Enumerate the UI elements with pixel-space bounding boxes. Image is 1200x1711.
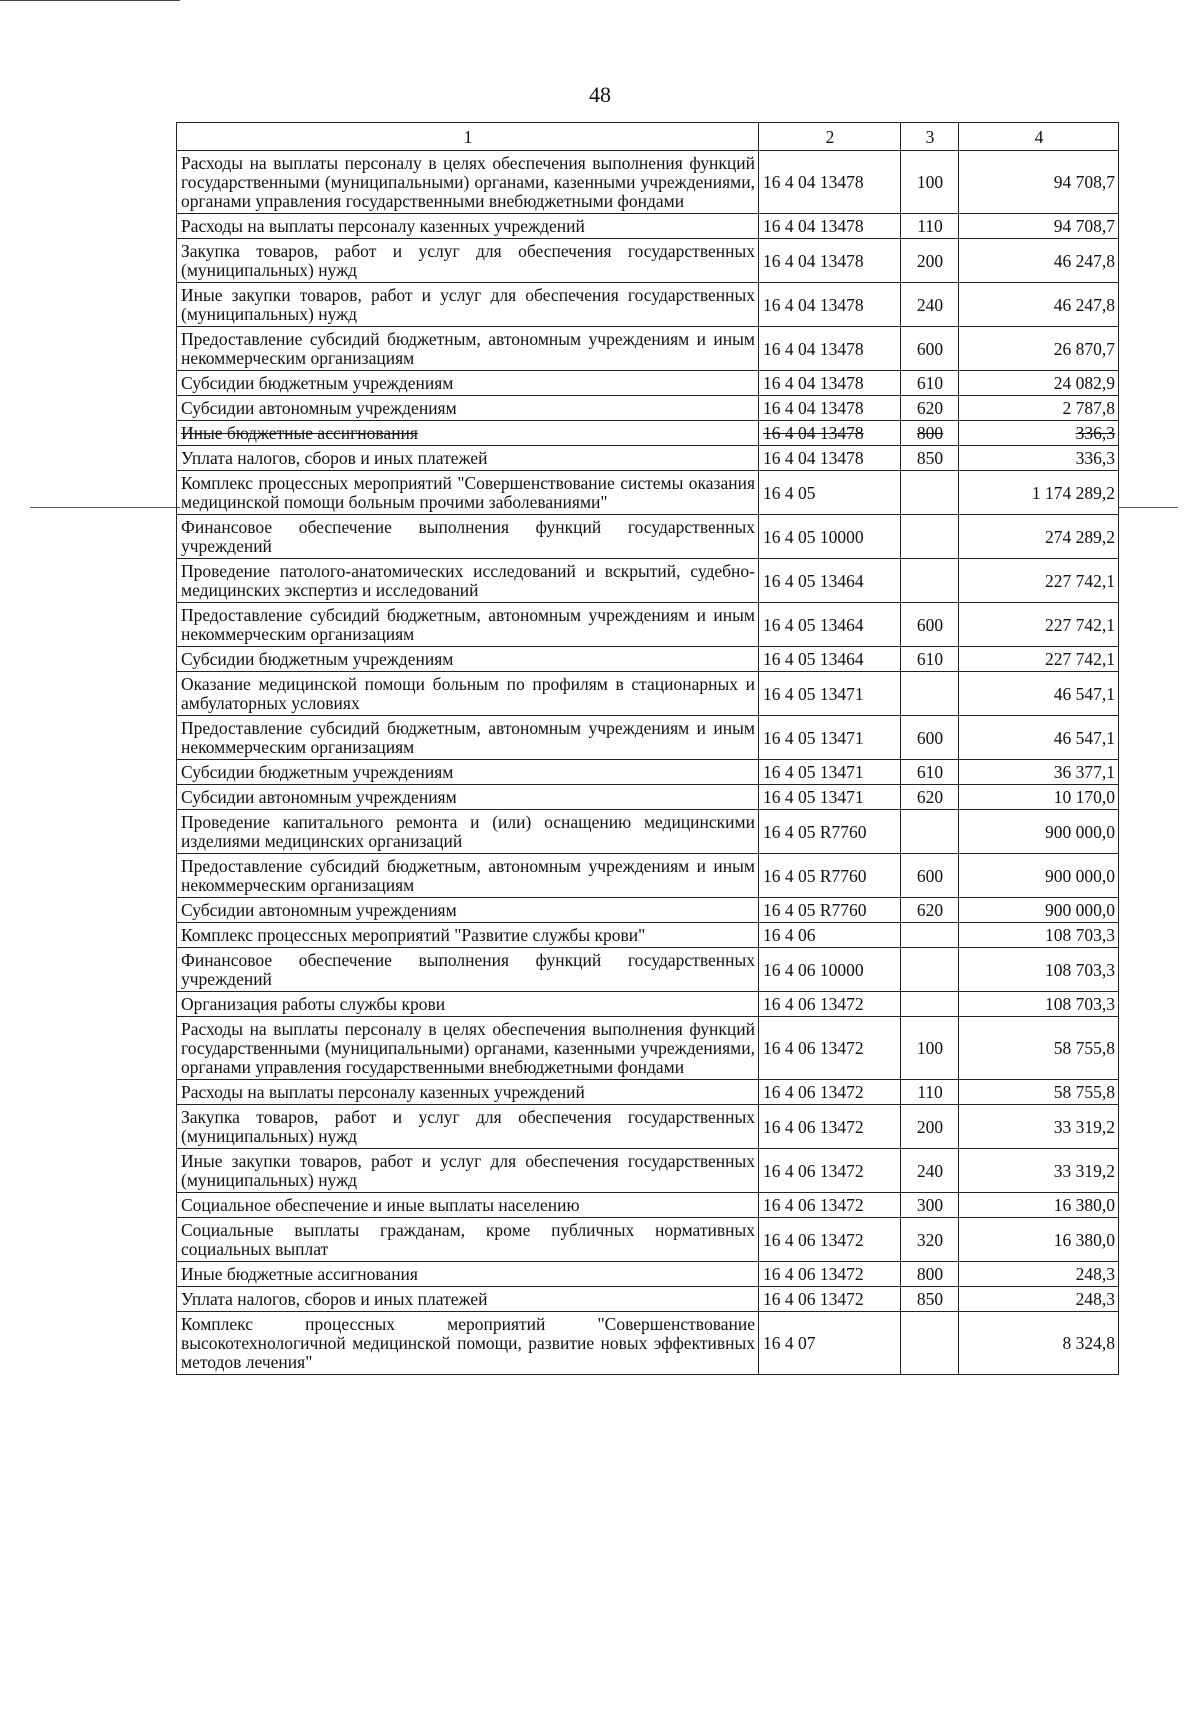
row-type-cell <box>901 471 959 515</box>
row-code-cell: 16 4 05 R7760 <box>759 898 901 923</box>
row-code-cell: 16 4 05 13464 <box>759 559 901 603</box>
row-code-cell: 16 4 05 13471 <box>759 760 901 785</box>
table-row <box>177 1080 1119 1105</box>
row-type-cell <box>901 948 959 992</box>
row-code-cell: 16 4 06 13472 <box>759 1218 901 1262</box>
row-code-cell: 16 4 06 10000 <box>759 948 901 992</box>
row-code-cell: 16 4 05 <box>759 471 901 515</box>
table-row <box>177 151 1119 214</box>
row-amount-cell: 16 380,0 <box>959 1193 1119 1218</box>
row-type-cell: 610 <box>901 371 959 396</box>
row-name-cell: Расходы на выплаты персоналу в целях обеспечения выполнения функций государственными (муниципальными) органами, казенными учреждениями, органами управления государственными внебюджетными фондами <box>177 151 759 214</box>
row-amount-cell: 16 380,0 <box>959 1218 1119 1262</box>
row-name-cell: Предоставление субсидий бюджетным, автономным учреждениям и иным некоммерческим организациям <box>177 603 759 647</box>
row-type-cell: 600 <box>901 603 959 647</box>
row-name-cell: Субсидии автономным учреждениям <box>177 785 759 810</box>
table-row <box>177 283 1119 327</box>
table-row <box>177 1149 1119 1193</box>
scan-edge-line <box>0 0 180 1</box>
table-row <box>177 371 1119 396</box>
row-code-cell: 16 4 06 13472 <box>759 1080 901 1105</box>
row-type-cell: 600 <box>901 327 959 371</box>
row-name-cell: Субсидии бюджетным учреждениям <box>177 647 759 672</box>
row-type-cell <box>901 810 959 854</box>
row-code-cell: 16 4 06 13472 <box>759 1262 901 1287</box>
row-code-cell: 16 4 05 10000 <box>759 515 901 559</box>
table-row <box>177 1287 1119 1312</box>
header-cell-3: 3 <box>901 123 959 151</box>
table-row <box>177 603 1119 647</box>
row-name-cell: Расходы на выплаты персоналу казенных учреждений <box>177 1080 759 1105</box>
table-row <box>177 992 1119 1017</box>
row-amount-cell: 46 247,8 <box>959 239 1119 283</box>
row-type-cell <box>901 992 959 1017</box>
row-type-cell: 800 <box>901 1262 959 1287</box>
row-code-cell: 16 4 05 R7760 <box>759 810 901 854</box>
row-amount-cell: 58 755,8 <box>959 1017 1119 1080</box>
row-code-cell: 16 4 04 13478 <box>759 421 901 446</box>
row-amount-cell: 336,3 <box>959 446 1119 471</box>
table-row <box>177 810 1119 854</box>
row-amount-cell: 1 174 289,2 <box>959 471 1119 515</box>
table-row <box>177 1193 1119 1218</box>
row-type-cell: 620 <box>901 785 959 810</box>
row-amount-cell: 46 547,1 <box>959 672 1119 716</box>
row-code-cell: 16 4 06 13472 <box>759 1017 901 1080</box>
row-amount-cell: 46 547,1 <box>959 716 1119 760</box>
row-amount-cell: 10 170,0 <box>959 785 1119 810</box>
table-row <box>177 672 1119 716</box>
row-type-cell: 240 <box>901 1149 959 1193</box>
row-type-cell <box>901 1312 959 1375</box>
table-row <box>177 446 1119 471</box>
row-name-cell: Комплекс процессных мероприятий "Совершенствование системы оказания медицинской помощи больным прочими заболеваниями" <box>177 471 759 515</box>
row-amount-cell: 108 703,3 <box>959 948 1119 992</box>
row-code-cell: 16 4 04 13478 <box>759 283 901 327</box>
table-row <box>177 760 1119 785</box>
table-row <box>177 1017 1119 1080</box>
row-code-cell: 16 4 06 13472 <box>759 1287 901 1312</box>
row-code-cell: 16 4 04 13478 <box>759 214 901 239</box>
row-name-cell: Социальные выплаты гражданам, кроме публичных нормативных социальных выплат <box>177 1218 759 1262</box>
row-name-cell: Расходы на выплаты персоналу в целях обеспечения выполнения функций государственными (муниципальными) органами, казенными учреждениями, органами управления государственными внебюджетными фондами <box>177 1017 759 1080</box>
row-amount-cell: 336,3 <box>959 421 1119 446</box>
table-row <box>177 559 1119 603</box>
table-row <box>177 898 1119 923</box>
row-amount-cell: 33 319,2 <box>959 1149 1119 1193</box>
row-amount-cell: 26 870,7 <box>959 327 1119 371</box>
row-type-cell: 600 <box>901 854 959 898</box>
row-name-cell: Проведение капитального ремонта и (или) оснащению медицинскими изделиями медицинских организаций <box>177 810 759 854</box>
row-name-cell: Комплекс процессных мероприятий "Совершенствование высокотехнологичной медицинской помощи, развитие новых эффективных методов лечения" <box>177 1312 759 1375</box>
row-code-cell: 16 4 06 13472 <box>759 992 901 1017</box>
row-code-cell: 16 4 06 13472 <box>759 1105 901 1149</box>
row-code-cell: 16 4 05 13471 <box>759 716 901 760</box>
row-name-cell: Субсидии бюджетным учреждениям <box>177 371 759 396</box>
table-row <box>177 716 1119 760</box>
row-code-cell: 16 4 05 13471 <box>759 672 901 716</box>
row-type-cell: 320 <box>901 1218 959 1262</box>
row-amount-cell: 900 000,0 <box>959 810 1119 854</box>
row-code-cell: 16 4 07 <box>759 1312 901 1375</box>
row-name-cell: Финансовое обеспечение выполнения функций государственных учреждений <box>177 515 759 559</box>
row-name-cell: Предоставление субсидий бюджетным, автономным учреждениям и иным некоммерческим организациям <box>177 327 759 371</box>
row-type-cell: 110 <box>901 1080 959 1105</box>
row-type-cell: 610 <box>901 647 959 672</box>
row-name-cell: Иные бюджетные ассигнования <box>177 421 759 446</box>
row-name-cell: Организация работы службы крови <box>177 992 759 1017</box>
budget-table <box>176 122 1119 1375</box>
row-type-cell: 100 <box>901 151 959 214</box>
row-name-cell: Предоставление субсидий бюджетным, автономным учреждениям и иным некоммерческим организациям <box>177 716 759 760</box>
row-type-cell <box>901 515 959 559</box>
row-type-cell: 240 <box>901 283 959 327</box>
row-amount-cell: 248,3 <box>959 1287 1119 1312</box>
row-name-cell: Уплата налогов, сборов и иных платежей <box>177 446 759 471</box>
margin-line-right <box>1118 507 1178 508</box>
row-name-cell: Закупка товаров, работ и услуг для обеспечения государственных (муниципальных) нужд <box>177 239 759 283</box>
row-amount-cell: 94 708,7 <box>959 151 1119 214</box>
row-type-cell: 620 <box>901 898 959 923</box>
row-name-cell: Оказание медицинской помощи больным по профилям в стационарных и амбулаторных условиях <box>177 672 759 716</box>
row-amount-cell: 900 000,0 <box>959 854 1119 898</box>
table-row <box>177 1105 1119 1149</box>
row-code-cell: 16 4 06 <box>759 923 901 948</box>
table-row <box>177 1312 1119 1375</box>
row-code-cell: 16 4 04 13478 <box>759 151 901 214</box>
row-code-cell: 16 4 04 13478 <box>759 371 901 396</box>
table-row <box>177 923 1119 948</box>
table-row <box>177 214 1119 239</box>
row-amount-cell: 248,3 <box>959 1262 1119 1287</box>
row-amount-cell: 58 755,8 <box>959 1080 1119 1105</box>
row-type-cell: 110 <box>901 214 959 239</box>
row-type-cell: 200 <box>901 239 959 283</box>
header-cell-2: 2 <box>759 123 901 151</box>
header-row <box>177 123 1119 151</box>
row-name-cell: Субсидии автономным учреждениям <box>177 396 759 421</box>
row-amount-cell: 24 082,9 <box>959 371 1119 396</box>
row-type-cell: 200 <box>901 1105 959 1149</box>
row-name-cell: Проведение патолого-анатомических исследований и вскрытий, судебно-медицинских экспертиз и исследований <box>177 559 759 603</box>
row-type-cell <box>901 672 959 716</box>
row-name-cell: Субсидии автономным учреждениям <box>177 898 759 923</box>
table-row <box>177 785 1119 810</box>
row-name-cell: Субсидии бюджетным учреждениям <box>177 760 759 785</box>
row-code-cell: 16 4 04 13478 <box>759 239 901 283</box>
row-type-cell: 300 <box>901 1193 959 1218</box>
table-row <box>177 647 1119 672</box>
row-amount-cell: 227 742,1 <box>959 647 1119 672</box>
row-amount-cell: 46 247,8 <box>959 283 1119 327</box>
row-type-cell: 600 <box>901 716 959 760</box>
row-amount-cell: 33 319,2 <box>959 1105 1119 1149</box>
row-code-cell: 16 4 05 13471 <box>759 785 901 810</box>
row-type-cell: 620 <box>901 396 959 421</box>
row-name-cell: Закупка товаров, работ и услуг для обеспечения государственных (муниципальных) нужд <box>177 1105 759 1149</box>
margin-line-left <box>30 507 180 508</box>
table-row <box>177 327 1119 371</box>
table-row <box>177 1218 1119 1262</box>
table-row <box>177 471 1119 515</box>
row-name-cell: Комплекс процессных мероприятий "Развитие службы крови" <box>177 923 759 948</box>
row-name-cell: Иные закупки товаров, работ и услуг для обеспечения государственных (муниципальных) нужд <box>177 283 759 327</box>
row-amount-cell: 108 703,3 <box>959 992 1119 1017</box>
row-code-cell: 16 4 04 13478 <box>759 396 901 421</box>
row-amount-cell: 36 377,1 <box>959 760 1119 785</box>
table-row <box>177 854 1119 898</box>
header-cell-4: 4 <box>959 123 1119 151</box>
table-row <box>177 239 1119 283</box>
row-type-cell: 610 <box>901 760 959 785</box>
row-amount-cell: 94 708,7 <box>959 214 1119 239</box>
row-amount-cell: 227 742,1 <box>959 603 1119 647</box>
row-type-cell: 100 <box>901 1017 959 1080</box>
row-amount-cell: 2 787,8 <box>959 396 1119 421</box>
row-code-cell: 16 4 06 13472 <box>759 1149 901 1193</box>
row-name-cell: Социальное обеспечение и иные выплаты населению <box>177 1193 759 1218</box>
table-row <box>177 421 1119 446</box>
row-name-cell: Уплата налогов, сборов и иных платежей <box>177 1287 759 1312</box>
table-row <box>177 396 1119 421</box>
row-amount-cell: 227 742,1 <box>959 559 1119 603</box>
row-name-cell: Иные закупки товаров, работ и услуг для обеспечения государственных (муниципальных) нужд <box>177 1149 759 1193</box>
page-number: 48 <box>589 82 611 107</box>
row-name-cell: Предоставление субсидий бюджетным, автономным учреждениям и иным некоммерческим организациям <box>177 854 759 898</box>
table-row <box>177 1262 1119 1287</box>
row-type-cell <box>901 559 959 603</box>
row-amount-cell: 274 289,2 <box>959 515 1119 559</box>
row-name-cell: Иные бюджетные ассигнования <box>177 1262 759 1287</box>
header-cell-1: 1 <box>177 123 759 151</box>
row-code-cell: 16 4 05 13464 <box>759 603 901 647</box>
row-amount-cell: 8 324,8 <box>959 1312 1119 1375</box>
row-type-cell <box>901 923 959 948</box>
row-type-cell: 850 <box>901 446 959 471</box>
table-row <box>177 515 1119 559</box>
row-type-cell: 850 <box>901 1287 959 1312</box>
row-code-cell: 16 4 04 13478 <box>759 327 901 371</box>
row-name-cell: Финансовое обеспечение выполнения функций государственных учреждений <box>177 948 759 992</box>
table-row <box>177 948 1119 992</box>
row-code-cell: 16 4 04 13478 <box>759 446 901 471</box>
row-amount-cell: 108 703,3 <box>959 923 1119 948</box>
row-amount-cell: 900 000,0 <box>959 898 1119 923</box>
row-type-cell: 800 <box>901 421 959 446</box>
row-name-cell: Расходы на выплаты персоналу казенных учреждений <box>177 214 759 239</box>
row-code-cell: 16 4 05 13464 <box>759 647 901 672</box>
row-code-cell: 16 4 05 R7760 <box>759 854 901 898</box>
row-code-cell: 16 4 06 13472 <box>759 1193 901 1218</box>
